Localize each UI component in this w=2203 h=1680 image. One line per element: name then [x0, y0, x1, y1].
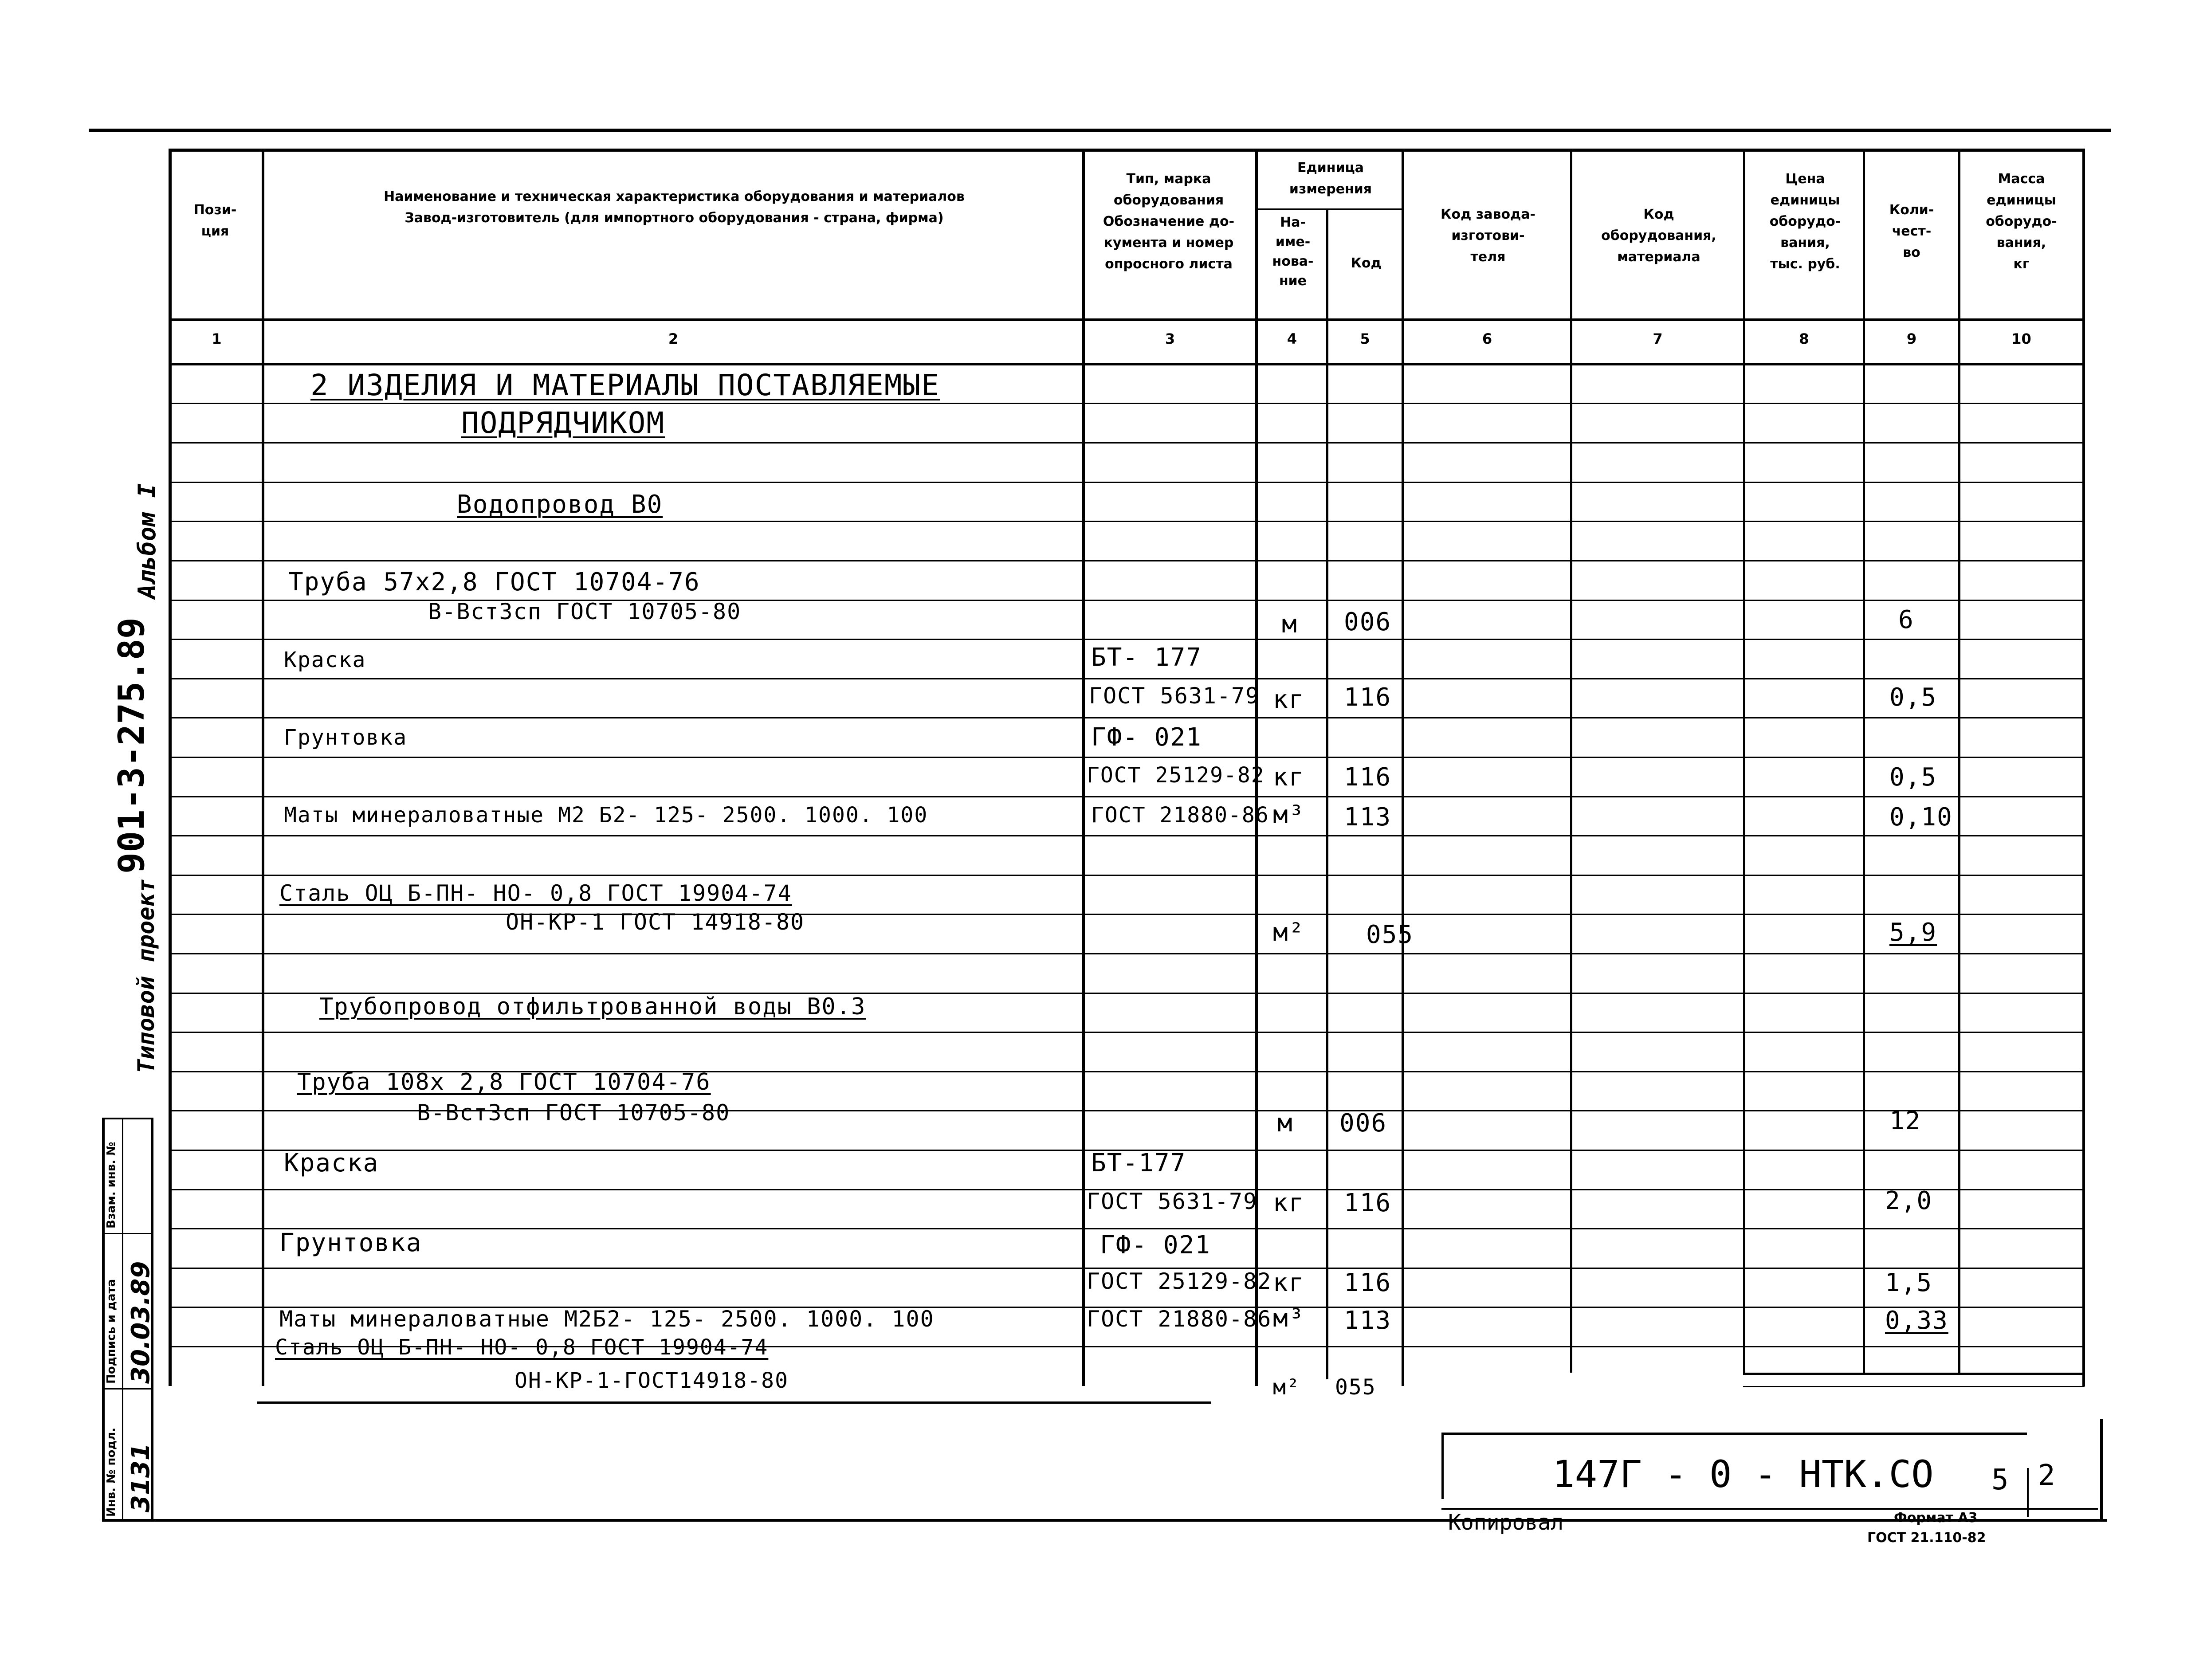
item-name: Грунтовка: [279, 1229, 422, 1257]
item-qty: 6: [1898, 605, 1914, 634]
item-type: ГОСТ 25129-82: [1087, 1268, 1272, 1294]
item-unit: кг: [1273, 763, 1305, 792]
column-number: 5: [1360, 330, 1370, 347]
column-number: 8: [1799, 330, 1809, 347]
item-name: Труба 108х 2,8 ГОСТ 10704-76: [297, 1069, 711, 1095]
format-label: Формат А3: [1894, 1510, 1978, 1526]
item-code: 116: [1344, 1189, 1392, 1217]
item-type: ГОСТ 5631-79: [1089, 683, 1260, 709]
item-qty: 0,5: [1889, 683, 1937, 712]
item-name: В-Вст3сп ГОСТ 10705-80: [417, 1100, 730, 1126]
subsection-title: Водопровод В0: [457, 490, 663, 519]
stamp-sign-label: Подпись и дата: [105, 1279, 118, 1384]
item-type: БТ-177: [1091, 1149, 1186, 1178]
item-code: 116: [1344, 763, 1392, 792]
item-unit: м²: [1273, 918, 1305, 947]
column-number: 6: [1482, 330, 1492, 347]
item-name: ОН-КР-1-ГОСТ14918-80: [514, 1368, 789, 1393]
item-name: Сталь ОЦ Б-ПН- НО- 0,8 ГОСТ 19904-74: [275, 1335, 769, 1360]
stamp-inv-label: Инв. № подл.: [105, 1427, 118, 1517]
header-unit-name: На- име- нова- ние: [1272, 215, 1314, 289]
item-type: ГФ- 021: [1100, 1231, 1211, 1260]
item-code: 116: [1344, 683, 1392, 712]
item-code: 113: [1344, 1306, 1392, 1335]
item-unit: кг: [1273, 685, 1305, 714]
sheet-count: 2: [2038, 1459, 2055, 1492]
document-code: 147Г - 0 - НТК.СО: [1552, 1452, 1934, 1496]
header-type: Тип, марка оборудования Обозначение до- кумента и номер опросного листа: [1103, 171, 1235, 272]
item-qty: 0,10: [1889, 803, 1953, 832]
item-code: 006: [1339, 1109, 1387, 1138]
item-type: БТ- 177: [1091, 643, 1202, 672]
item-unit: м: [1282, 610, 1298, 639]
item-code: 113: [1344, 803, 1392, 832]
header-unit-code: Код: [1351, 255, 1382, 271]
column-number: 3: [1165, 330, 1175, 347]
copied-label: Копировал: [1448, 1510, 1564, 1535]
column-number: 10: [2011, 330, 2031, 347]
column-number: 9: [1906, 330, 1917, 347]
item-unit: м: [1277, 1109, 1293, 1138]
header-quantity: Коли- чест- во: [1889, 202, 1934, 260]
album-label: Альбом I: [133, 483, 161, 599]
column-number: 7: [1653, 330, 1663, 347]
item-name: В-Вст3сп ГОСТ 10705-80: [428, 599, 742, 624]
project-code: 901-3-275.89: [111, 617, 152, 874]
column-number: 4: [1287, 330, 1297, 347]
header-mass: Масса единицы оборудо- вания, кг: [1986, 171, 2057, 272]
item-name: Сталь ОЦ Б-ПН- НО- 0,8 ГОСТ 19904-74: [279, 880, 792, 906]
gost-label: ГОСТ 21.110-82: [1867, 1530, 1986, 1546]
item-code: 055: [1366, 920, 1414, 949]
header-name: Наименование и техническая характеристика оборудования и материалов Завод-изготовитель (для импортного оборудования - страна, фирма): [384, 189, 965, 226]
item-qty: 5,9: [1889, 918, 1937, 947]
item-name: Грунтовка: [284, 725, 408, 750]
header-unit-group: Единица измерения: [1289, 160, 1372, 197]
item-type: ГОСТ 21880-86: [1087, 1306, 1272, 1332]
item-unit: кг: [1273, 1268, 1305, 1297]
stamp-inv-value: 3131: [126, 1443, 155, 1512]
item-name: Труба 57х2,8 ГОСТ 10704-76: [288, 568, 700, 597]
item-type: ГОСТ 25129-82: [1087, 763, 1265, 788]
item-unit: м³: [1273, 1304, 1305, 1333]
column-number: 1: [212, 330, 222, 347]
header-equipment-code: Код оборудования, материала: [1601, 207, 1716, 265]
item-qty: 0,5: [1889, 763, 1937, 792]
item-type: ГОСТ 5631-79: [1087, 1189, 1258, 1214]
item-type: ГФ- 021: [1091, 723, 1202, 752]
item-unit: м³: [1273, 801, 1305, 829]
header-price: Цена единицы оборудо- вания, тыс. руб.: [1769, 171, 1841, 272]
item-name: Краска: [284, 1149, 379, 1178]
item-code: 116: [1344, 1268, 1392, 1297]
item-qty: 0,33: [1885, 1306, 1948, 1335]
section-title: ПОДРЯДЧИКОМ: [461, 406, 665, 440]
item-qty: 12: [1889, 1107, 1921, 1135]
sheet-number: 5: [1991, 1464, 2009, 1496]
typical-project-label: Типовой проект: [133, 879, 160, 1073]
subsection-title: Трубопровод отфильтрованной воды В0.3: [319, 993, 866, 1020]
item-unit: кг: [1273, 1189, 1305, 1217]
item-name: Краска: [284, 648, 366, 672]
item-type: ГОСТ 21880-86: [1091, 803, 1269, 828]
header-factory-code: Код заводa- изготови- теля: [1441, 207, 1535, 265]
stamp-vzam-label: Взам. инв. №: [105, 1142, 118, 1229]
item-name: Маты минераловатные М2Б2- 125- 2500. 1000. 100: [279, 1306, 935, 1332]
item-name: ОН-КР-1 ГОСТ 14918-80: [506, 909, 805, 935]
item-code: 055: [1335, 1375, 1376, 1400]
column-number: 2: [668, 330, 679, 347]
section-title: 2 ИЗДЕЛИЯ И МАТЕРИАЛЫ ПОСТАВЛЯЕМЫЕ: [310, 368, 940, 402]
item-qty: 2,0: [1885, 1186, 1933, 1215]
item-code: 006: [1344, 608, 1392, 636]
item-qty: 1,5: [1885, 1268, 1933, 1297]
header-position: Пози- ция: [193, 202, 237, 239]
item-name: Маты минераловатные М2 Б2- 125- 2500. 1000. 100: [284, 803, 928, 828]
item-unit: м²: [1273, 1375, 1300, 1400]
stamp-date-value: 30.03.89: [126, 1261, 155, 1384]
